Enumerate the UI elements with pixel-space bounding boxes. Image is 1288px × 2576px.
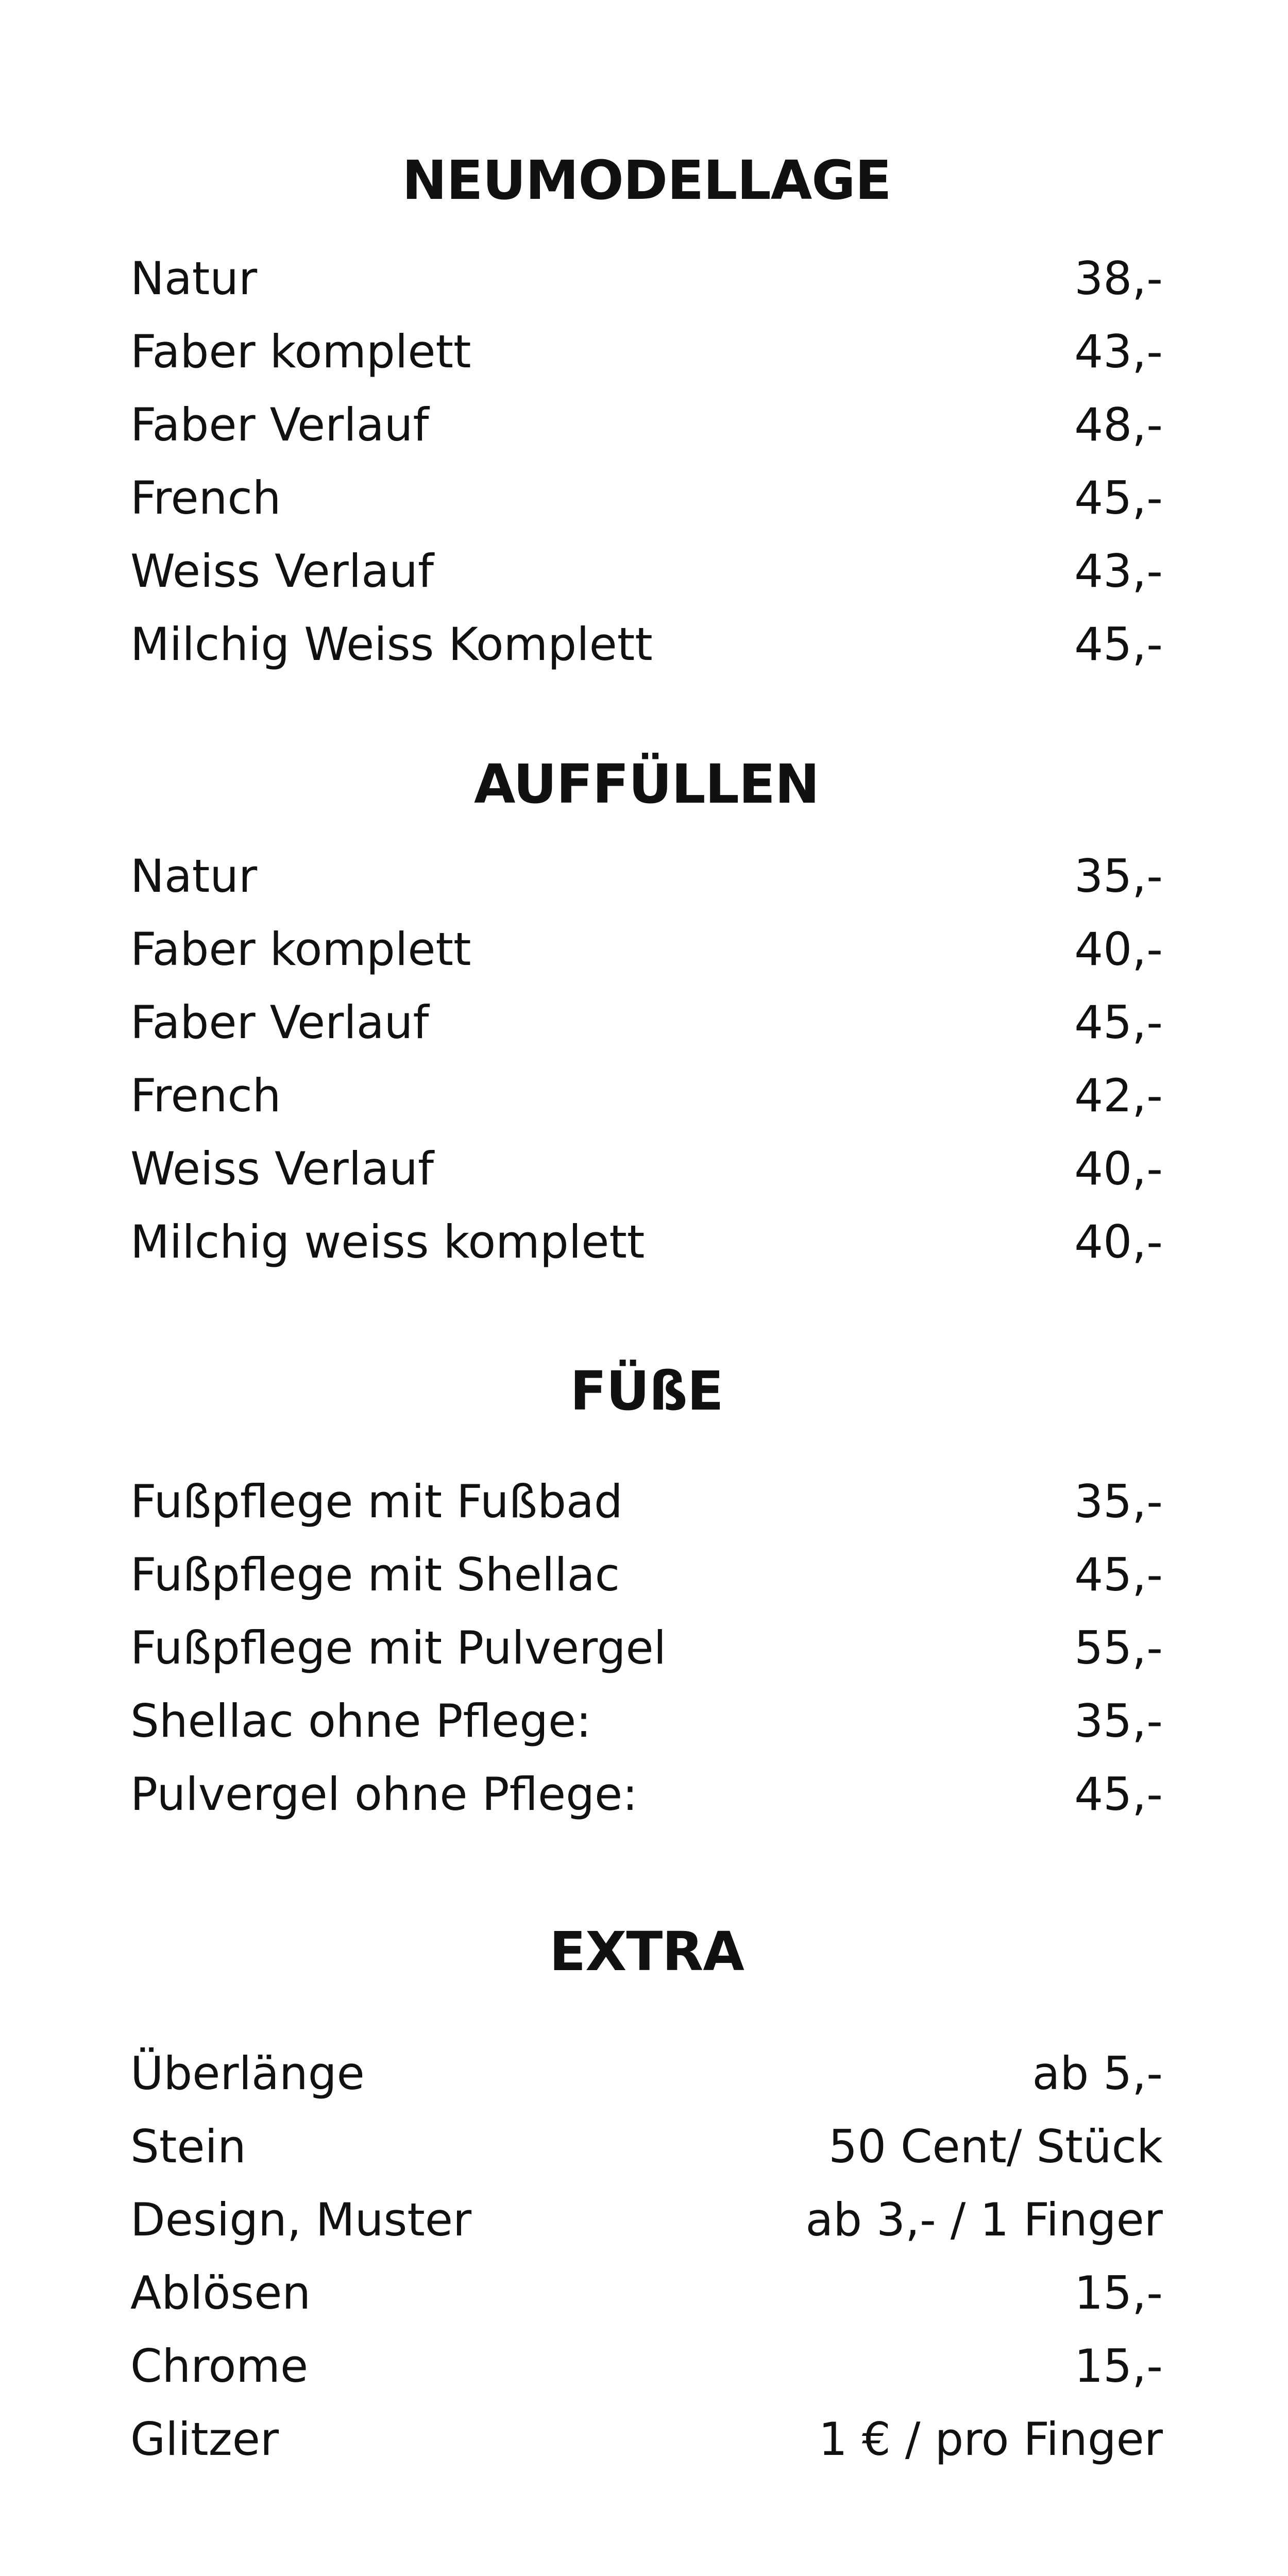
price-row bbox=[130, 315, 1163, 388]
section-auffuellen bbox=[130, 753, 1163, 1279]
price-row bbox=[130, 2257, 1163, 2330]
section-fuesse bbox=[130, 1360, 1163, 1831]
item-price: 1 € / pro Finger bbox=[818, 2413, 1163, 2466]
item-label: Überlänge bbox=[130, 2047, 365, 2100]
item-price: 45,- bbox=[1074, 1548, 1163, 1601]
item-label: Faber komplett bbox=[130, 923, 471, 976]
item-price: 35,- bbox=[1074, 1694, 1163, 1748]
item-price: 40,- bbox=[1074, 1215, 1163, 1268]
item-label: Faber Verlauf bbox=[130, 996, 429, 1049]
price-row bbox=[130, 913, 1163, 986]
price-rows bbox=[130, 2037, 1163, 2476]
item-price: 43,- bbox=[1074, 325, 1163, 378]
price-row bbox=[130, 242, 1163, 315]
price-row bbox=[130, 1685, 1163, 1758]
section-title: FÜßE bbox=[570, 1360, 723, 1422]
item-label: Fußpflege mit Fußbad bbox=[130, 1475, 623, 1528]
item-price: ab 3,- / 1 Finger bbox=[805, 2193, 1163, 2246]
item-price: 48,- bbox=[1074, 398, 1163, 451]
item-price: 50 Cent/ Stück bbox=[828, 2120, 1163, 2173]
price-row bbox=[130, 840, 1163, 913]
item-label: Shellac ohne Pflege: bbox=[130, 1694, 591, 1748]
item-label: Faber Verlauf bbox=[130, 398, 429, 451]
item-price: 38,- bbox=[1074, 252, 1163, 305]
price-row bbox=[130, 1465, 1163, 1538]
item-label: Glitzer bbox=[130, 2413, 279, 2466]
item-price: 40,- bbox=[1074, 923, 1163, 976]
price-row bbox=[130, 462, 1163, 535]
item-price: ab 5,- bbox=[1032, 2047, 1163, 2100]
item-label: Ablösen bbox=[130, 2266, 311, 2319]
item-price: 15,- bbox=[1074, 2266, 1163, 2319]
price-row bbox=[130, 1059, 1163, 1132]
price-row bbox=[130, 1538, 1163, 1612]
item-price: 35,- bbox=[1074, 1475, 1163, 1528]
item-price: 45,- bbox=[1074, 618, 1163, 671]
item-label: Fußpflege mit Pulvergel bbox=[130, 1621, 667, 1674]
item-price: 42,- bbox=[1074, 1069, 1163, 1122]
item-price: 45,- bbox=[1074, 1768, 1163, 1821]
item-label: Fußpflege mit Shellac bbox=[130, 1548, 620, 1601]
item-price: 45,- bbox=[1074, 996, 1163, 1049]
price-row bbox=[130, 2183, 1163, 2257]
price-row bbox=[130, 986, 1163, 1059]
price-row bbox=[130, 2330, 1163, 2403]
price-row bbox=[130, 535, 1163, 608]
item-label: French bbox=[130, 1069, 281, 1122]
item-price: 15,- bbox=[1074, 2340, 1163, 2393]
item-label: French bbox=[130, 471, 281, 524]
price-row bbox=[130, 2037, 1163, 2110]
section-title: NEUMODELLAGE bbox=[402, 149, 891, 212]
price-row bbox=[130, 1132, 1163, 1206]
item-label: Milchig weiss komplett bbox=[130, 1215, 645, 1268]
section-title: EXTRA bbox=[549, 1920, 744, 1983]
price-row bbox=[130, 388, 1163, 462]
item-price: 45,- bbox=[1074, 471, 1163, 524]
price-row bbox=[130, 608, 1163, 681]
item-label: Pulvergel ohne Pflege: bbox=[130, 1768, 638, 1821]
item-label: Design, Muster bbox=[130, 2193, 472, 2246]
item-price: 55,- bbox=[1074, 1621, 1163, 1674]
price-row bbox=[130, 1612, 1163, 1685]
price-rows bbox=[130, 242, 1163, 681]
item-price: 40,- bbox=[1074, 1142, 1163, 1195]
price-row bbox=[130, 1758, 1163, 1831]
item-label: Natur bbox=[130, 850, 258, 903]
section-title: AUFFÜLLEN bbox=[474, 753, 819, 816]
price-row bbox=[130, 2403, 1163, 2476]
price-rows bbox=[130, 840, 1163, 1279]
price-row bbox=[130, 2110, 1163, 2183]
price-rows bbox=[130, 1465, 1163, 1831]
section-extra bbox=[130, 1921, 1163, 2476]
item-price: 43,- bbox=[1074, 545, 1163, 598]
item-label: Chrome bbox=[130, 2340, 309, 2393]
section-neumodellage bbox=[130, 149, 1163, 681]
item-label: Faber komplett bbox=[130, 325, 471, 378]
item-price: 35,- bbox=[1074, 850, 1163, 903]
item-label: Stein bbox=[130, 2120, 246, 2173]
item-label: Weiss Verlauf bbox=[130, 1142, 434, 1195]
item-label: Weiss Verlauf bbox=[130, 545, 434, 598]
price-row bbox=[130, 1206, 1163, 1279]
item-label: Milchig Weiss Komplett bbox=[130, 618, 653, 671]
item-label: Natur bbox=[130, 252, 258, 305]
